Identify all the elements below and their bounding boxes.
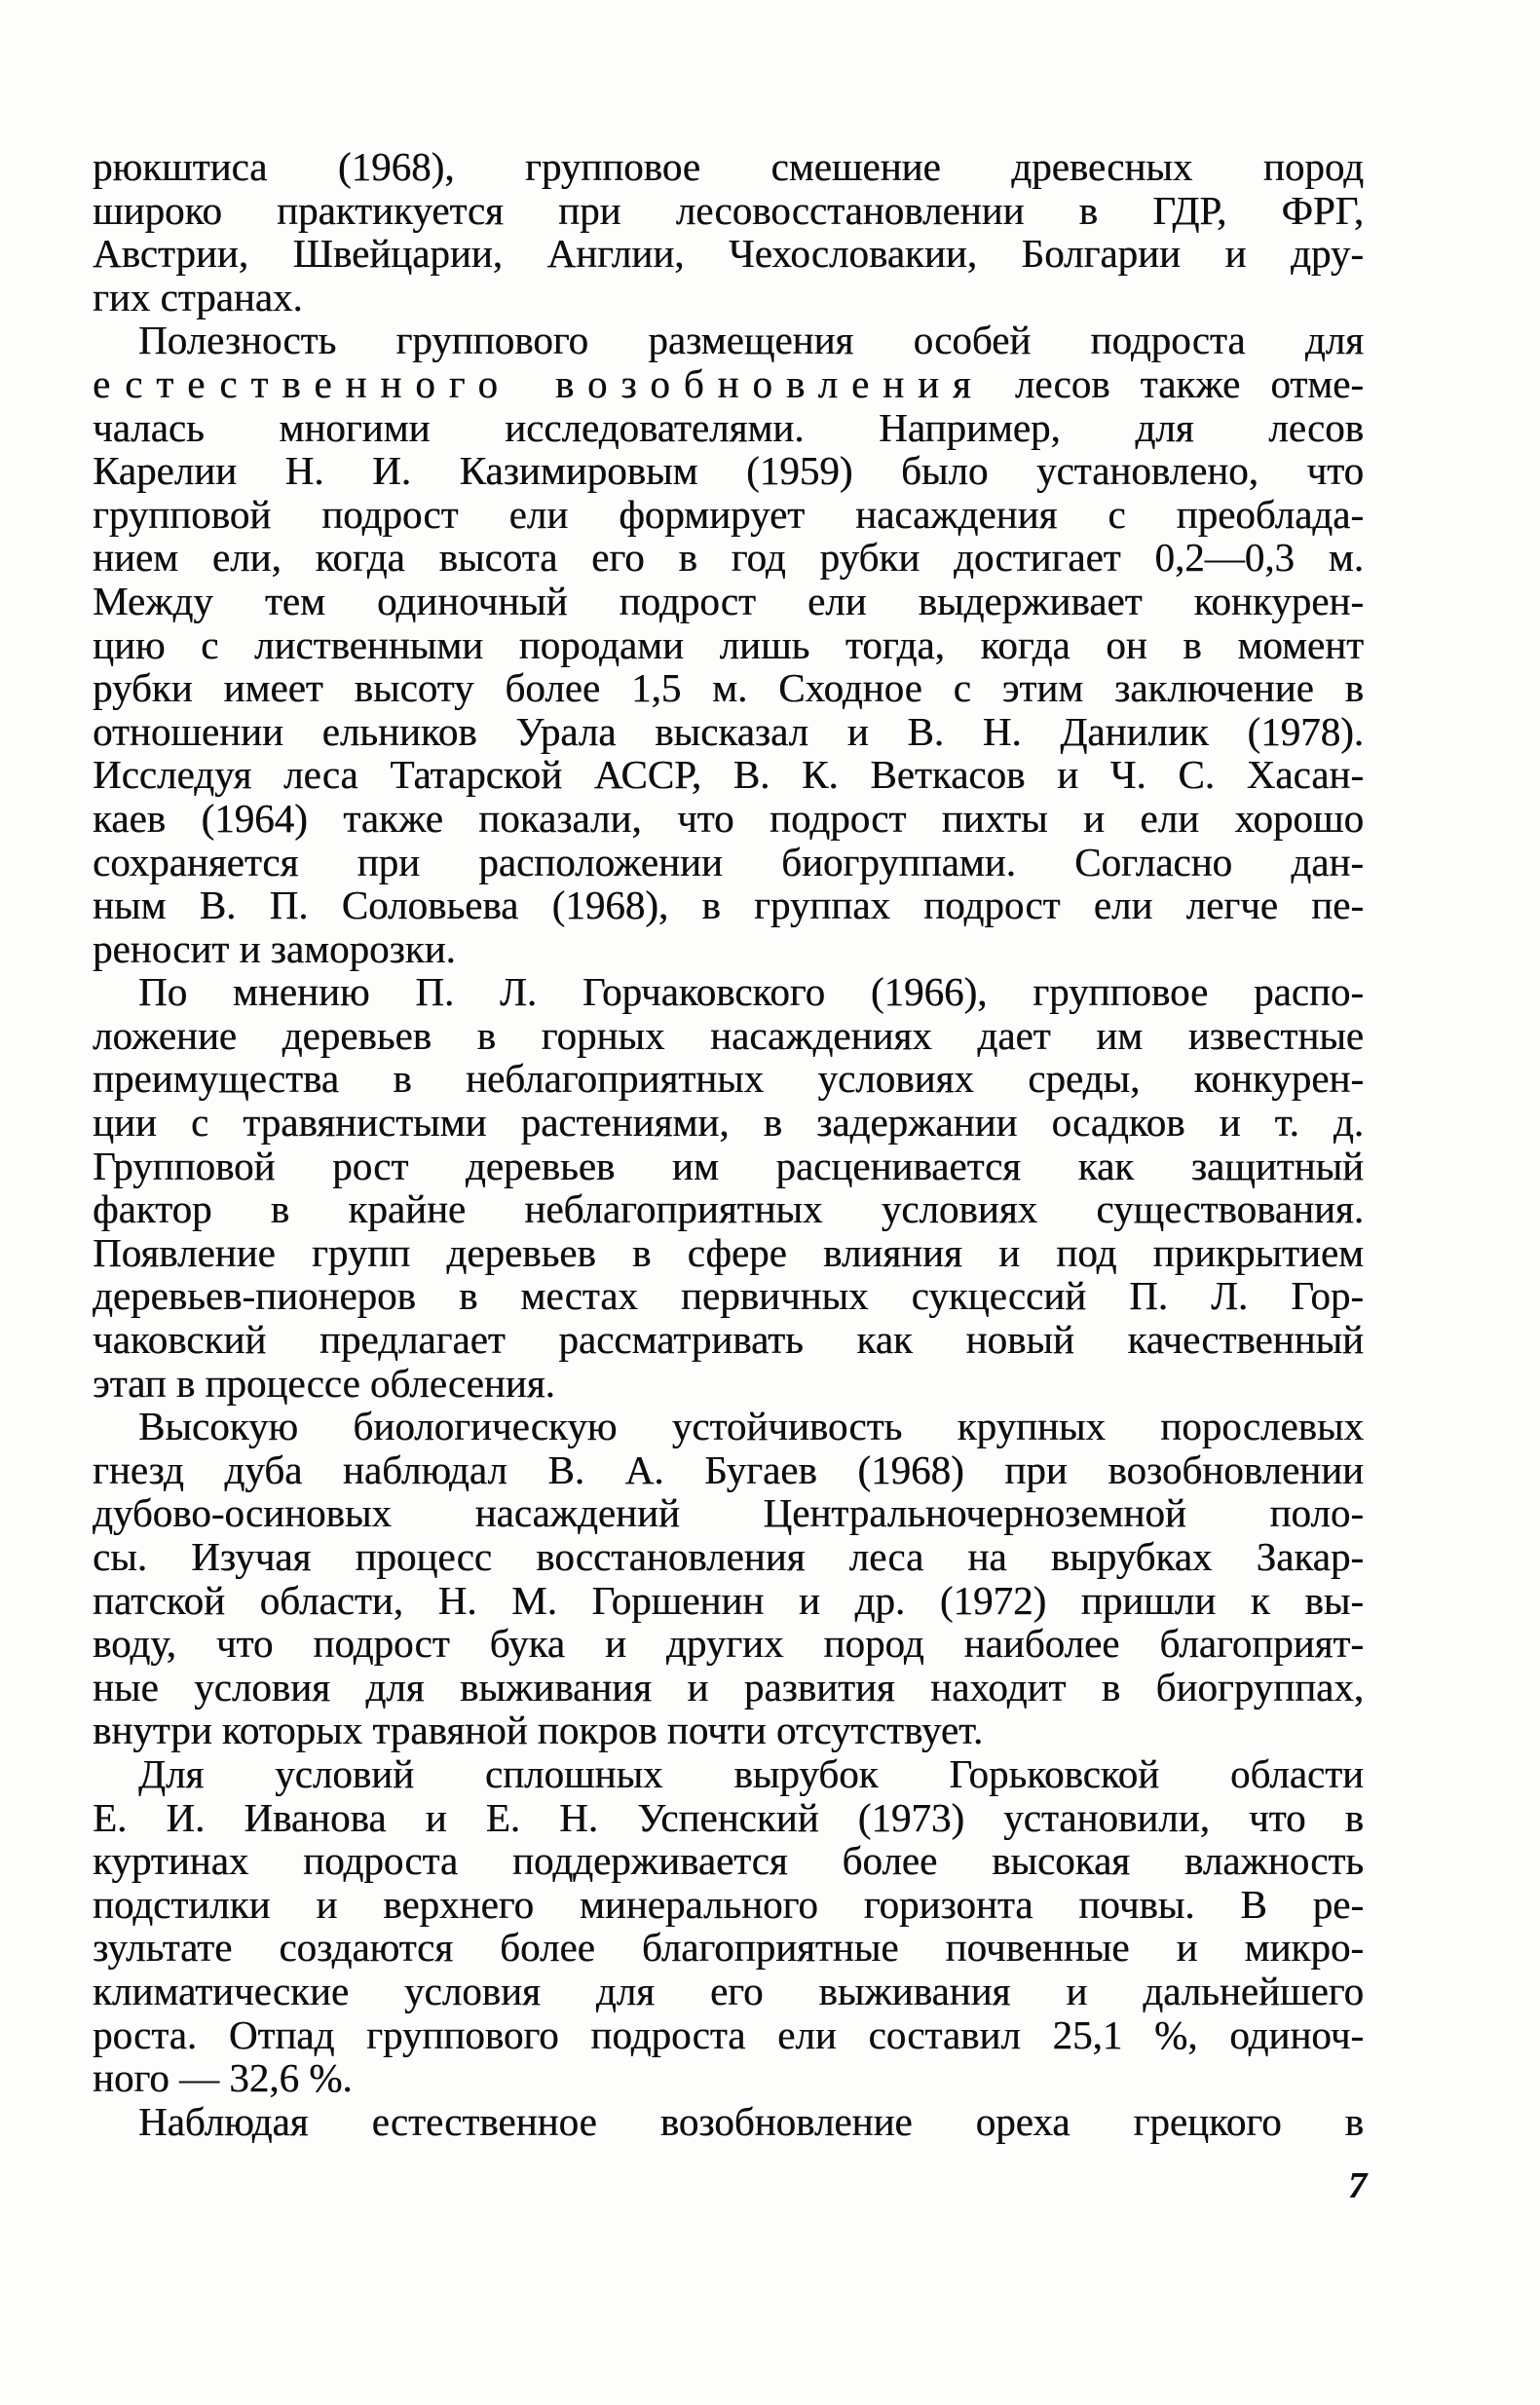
text-line: Появление групп деревьев в сфере влияния и под прикрытием [93,1229,1364,1275]
text-line: рюкштиса (1968), групповое смешение древесных пород [93,144,1364,189]
text-line: Карелии Н. И. Казимировым (1959) было установлено, что [93,448,1364,494]
text-line: реносит и заморозки. [93,925,456,971]
text-line: Для условий сплошных вырубок Горьковской области [138,1750,1364,1796]
text-line: внутри которых травяной покров почти отсутствует. [93,1708,984,1753]
text-line: По мнению П. Л. Горчаковского (1966), групповое распо- [138,969,1364,1015]
text-line: чалась многими исследователями. Например, для лесов [93,404,1364,450]
text-line: Е. И. Иванова и Е. Н. Успенский (1973) установили, что в [93,1794,1364,1840]
text-line: Высокую биологическую устойчивость крупных порослевых [138,1404,1364,1449]
text-line: климатические условия для его выживания и дальнейшего [93,1968,1364,2013]
text-line: сохраняется при расположении биогруппами. Согласно дан- [93,839,1364,884]
body-text [93,145,1364,2143]
text-line: патской области, Н. М. Горшенин и др. (1972) пришли к вы- [93,1577,1364,1623]
text-line: Групповой рост деревьев им расценивается как защитный [93,1143,1364,1188]
text-line: гнезд дуба наблюдал В. А. Бугаев (1968) при возобновлении [93,1447,1364,1492]
text-line: воду, что подрост бука и других пород наиболее благоприят- [93,1621,1364,1667]
text-line: групповой подрост ели формирует насаждения с преоблада- [93,491,1364,537]
text-line: гих странах. [93,274,303,319]
text-line: сы. Изучая процесс восстановления леса на вырубках Закар- [93,1534,1364,1579]
text-line: подстилки и верхнего минерального горизонта почвы. В ре- [93,1881,1364,1927]
letterspaced-emphasis: естественного возобновления [93,360,985,406]
text-line: отношении ельников Урала высказал и В. Н. Данилик (1978). [93,708,1364,754]
text-line: цию с лиственными породами лишь тогда, когда он в момент [93,621,1364,667]
page-number: 7 [1348,2165,1367,2206]
text-line: чаковский предлагает рассматривать как новый качественный [93,1317,1364,1363]
text-line: каев (1964) также показали, что подрост пихты и ели хорошо [93,795,1364,841]
text-line: Австрии, Швейцарии, Англии, Чехословакии, Болгарии и дру- [93,231,1364,277]
text-line: преимущества в неблагоприятных условиях среды, конкурен- [93,1056,1364,1102]
text-line: рубки имеет высоту более 1,5 м. Сходное с этим заключение в [93,665,1364,711]
text-line: Между тем одиночный подрост ели выдерживает конкурен- [93,578,1364,623]
text-line: широко практикуется при лесовосстановлении в ГДР, ФРГ, [93,187,1364,233]
text-line: зультате создаются более благоприятные почвенные и микро- [93,1925,1364,1971]
text-line: роста. Отпад группового подроста ели составил 25,1 %, одиноч- [93,2011,1364,2057]
text-run: лесов также отме- [984,360,1364,406]
text-line: деревьев-пионеров в местах первичных сукцессий П. Л. Гор- [93,1273,1364,1319]
text-line: Исследуя леса Татарской АССР, В. К. Веткасов и Ч. С. Хасан- [93,752,1364,798]
text-line [93,362,1364,406]
text-line: фактор в крайне неблагоприятных условиях существования. [93,1186,1364,1232]
text-line: ные условия для выживания и развития находит в биогруппах, [93,1664,1364,1710]
text-line: этап в процессе облесения. [93,1360,555,1406]
text-line: нием ели, когда высота его в год рубки достигает 0,2—0,3 м. [93,535,1364,581]
text-line: дубово-осиновых насаждений Центральночерноземной поло- [93,1490,1364,1536]
text-line: ным В. П. Соловьева (1968), в группах подрост ели легче пе- [93,883,1364,928]
text-line: ложение деревьев в горных насаждениях дает им известные [93,1012,1364,1058]
text-line: ции с травянистыми растениями, в задержании осадков и т. д. [93,1100,1364,1146]
text-line: Полезность группового размещения особей подроста для [138,318,1364,363]
text-line: ного — 32,6 %. [93,2055,353,2101]
text-line: Наблюдая естественное возобновление ореха грецкого в [138,2098,1364,2144]
text-line: куртинах подроста поддерживается более высокая влажность [93,1838,1364,1884]
